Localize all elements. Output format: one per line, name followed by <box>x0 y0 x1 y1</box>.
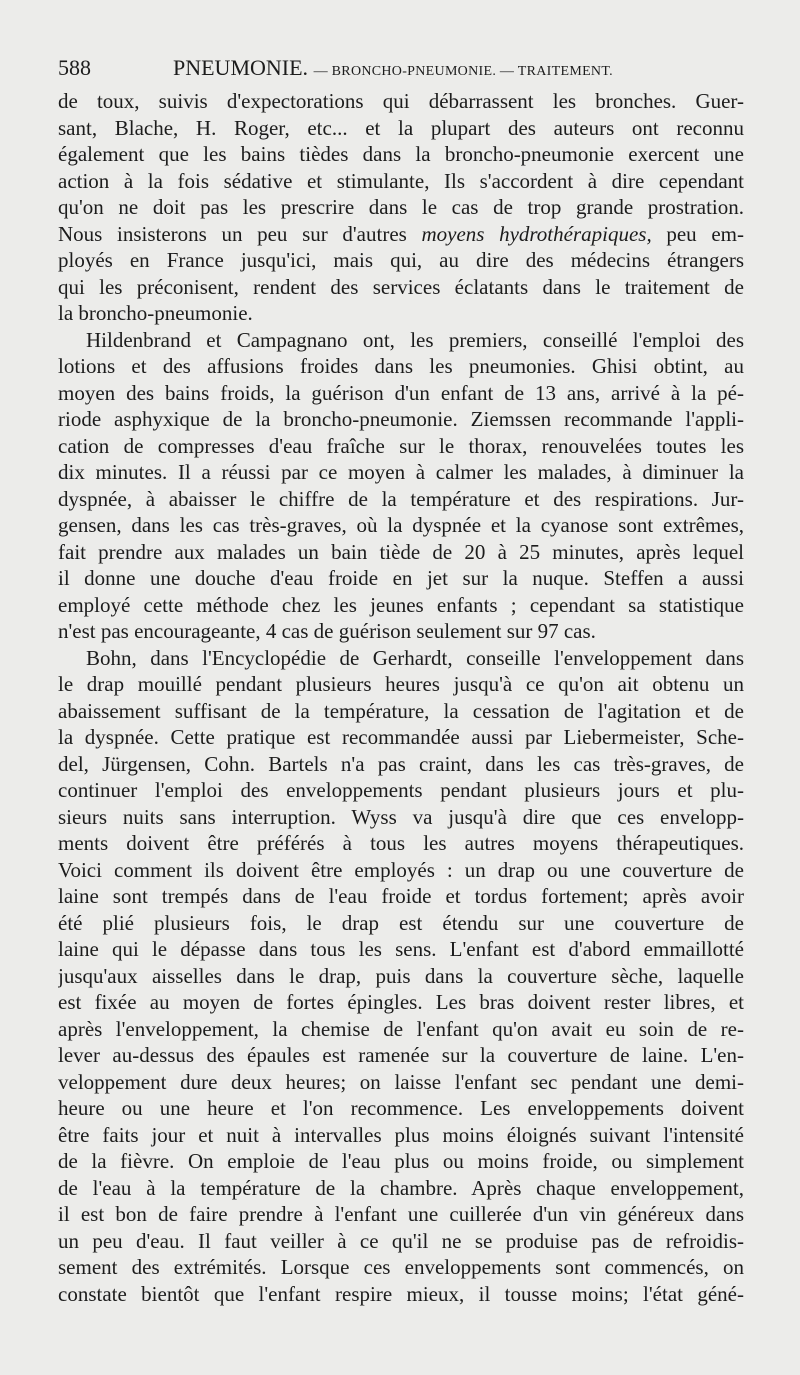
text-line: la dyspnée. Cette pratique est recommandée aussi par Liebermeister, Sche- <box>58 725 744 749</box>
text-line: heure ou une heure et l'on recommence. Les enveloppements doivent <box>58 1096 744 1120</box>
text-line: abaissement suffisant de la température, la cessation de l'agitation et de <box>58 698 744 723</box>
running-head-subtitle: — BRONCHO-PNEUMONIE. — TRAITEMENT. <box>313 64 613 79</box>
text-line: lever au-dessus des épaules est ramenée sur la couverture de laine. L'en- <box>58 1043 744 1067</box>
text-line: jusqu'aux aisselles dans le drap, puis dans la couverture sèche, laquelle <box>58 963 744 988</box>
text-line: le drap mouillé pendant plusieurs heures jusqu'à ce qu'on ait obtenu un <box>58 672 744 696</box>
text-line: riode asphyxique de la broncho-pneumonie. Ziemssen recommande l'appli- <box>58 407 744 431</box>
text-segment: peu em- <box>651 221 744 246</box>
text-line: lotions et des affusions froides dans les pneumonies. Ghisi obtint, au <box>58 354 744 378</box>
text-line: il donne une douche d'eau froide en jet sur la nuque. Steffen a aussi <box>58 566 744 590</box>
body-text <box>58 88 744 1307</box>
text-line: dix minutes. Il a réussi par ce moyen à calmer les malades, à diminuer la <box>58 460 744 484</box>
text-line: ployés en France jusqu'ici, mais qui, au dire des médecins étrangers <box>58 248 744 272</box>
text-line: Voici comment ils doivent être employés : un drap ou une couverture de <box>58 857 744 882</box>
text-line: Hildenbrand et Campagnano ont, les premiers, conseillé l'emploi des <box>86 327 744 352</box>
text-line: laine sont trempés dans de l'eau froide et tordus fortement; après avoir <box>58 884 744 908</box>
text-line: moyen des bains froids, la guérison d'un enfant de 13 ans, arrivé à la pé- <box>58 380 744 405</box>
text-line: de l'eau à la température de la chambre. Après chaque enveloppement, <box>58 1175 744 1200</box>
text-line: également que les bains tièdes dans la broncho-pneumonie exercent une <box>58 142 744 166</box>
text-line: sant, Blache, H. Roger, etc... et la plupart des auteurs ont reconnu <box>58 115 744 140</box>
text-line: il est bon de faire prendre à l'enfant une cuillerée d'un vin généreux dans <box>58 1202 744 1226</box>
text-line: action à la fois sédative et stimulante, Ils s'accordent à dire cependant <box>58 168 744 193</box>
text-line: qui les préconisent, rendent des services éclatants dans le traitement de <box>58 274 744 299</box>
text-line: la broncho-pneumonie. <box>58 301 253 325</box>
text-line: sement des extrémités. Lorsque ces enveloppements sont commencés, on <box>58 1255 744 1279</box>
text-line: ments doivent être préférés à tous les autres moyens thérapeutiques. <box>58 831 744 855</box>
text-line: gensen, dans les cas très-graves, où la dyspnée et la cyanose sont extrêmes, <box>58 513 744 537</box>
text-line: constate bientôt que l'enfant respire mieux, il tousse moins; l'état géné- <box>58 1281 744 1306</box>
text-line: de toux, suivis d'expectorations qui débarrassent les bronches. Guer- <box>58 89 744 113</box>
text-line: laine qui le dépasse dans tous les sens. L'enfant est d'abord emmaillotté <box>58 937 744 961</box>
text-line: un peu d'eau. Il faut veiller à ce qu'il ne se produise pas de refroidis- <box>58 1228 744 1253</box>
page-number: 588 <box>58 55 91 80</box>
text-line: n'est pas encourageante, 4 cas de guérison seulement sur 97 cas. <box>58 619 596 643</box>
text-line: qu'on ne doit pas les prescrire dans le cas de trop grande prostration. <box>58 195 744 219</box>
text-line: cation de compresses d'eau fraîche sur le thorax, renouvelées toutes les <box>58 433 744 458</box>
text-line: fait prendre aux malades un bain tiède de 20 à 25 minutes, après lequel <box>58 539 744 564</box>
text-line: après l'enveloppement, la chemise de l'enfant qu'on avait eu soin de re- <box>58 1016 744 1041</box>
text-line: sieurs nuits sans interruption. Wyss va jusqu'à dire que ces envelopp- <box>58 804 744 829</box>
page-header <box>58 55 748 85</box>
text-line: Bohn, dans l'Encyclopédie de Gerhardt, conseille l'enveloppement dans <box>86 645 744 670</box>
italic-phrase: moyens hydrothérapiques, <box>421 221 652 246</box>
text-line: dyspnée, à abaisser le chiffre de la température et des respirations. Jur- <box>58 486 744 511</box>
text-line: été plié plusieurs fois, le drap est étendu sur une couverture de <box>58 910 744 935</box>
text-line: est fixée au moyen de fortes épingles. Les bras doivent rester libres, et <box>58 990 744 1014</box>
text-line: employé cette méthode chez les jeunes enfants ; cependant sa statistique <box>58 592 744 617</box>
text-line: être faits jour et nuit à intervalles plus moins éloignés suivant l'intensité <box>58 1122 744 1147</box>
text-line: del, Jürgensen, Cohn. Bartels n'a pas craint, dans les cas très-graves, de <box>58 751 744 776</box>
running-head-title: PNEUMONIE. <box>173 55 309 80</box>
text-line: de la fièvre. On emploie de l'eau plus ou moins froide, ou simplement <box>58 1149 744 1173</box>
text-line: veloppement dure deux heures; on laisse l'enfant sec pendant une demi- <box>58 1069 744 1094</box>
text-segment: Nous insisterons un peu sur d'autres <box>58 221 422 246</box>
text-line: continuer l'emploi des enveloppements pendant plusieurs jours et plu- <box>58 778 744 802</box>
text-line <box>58 221 744 248</box>
running-head <box>173 55 613 81</box>
